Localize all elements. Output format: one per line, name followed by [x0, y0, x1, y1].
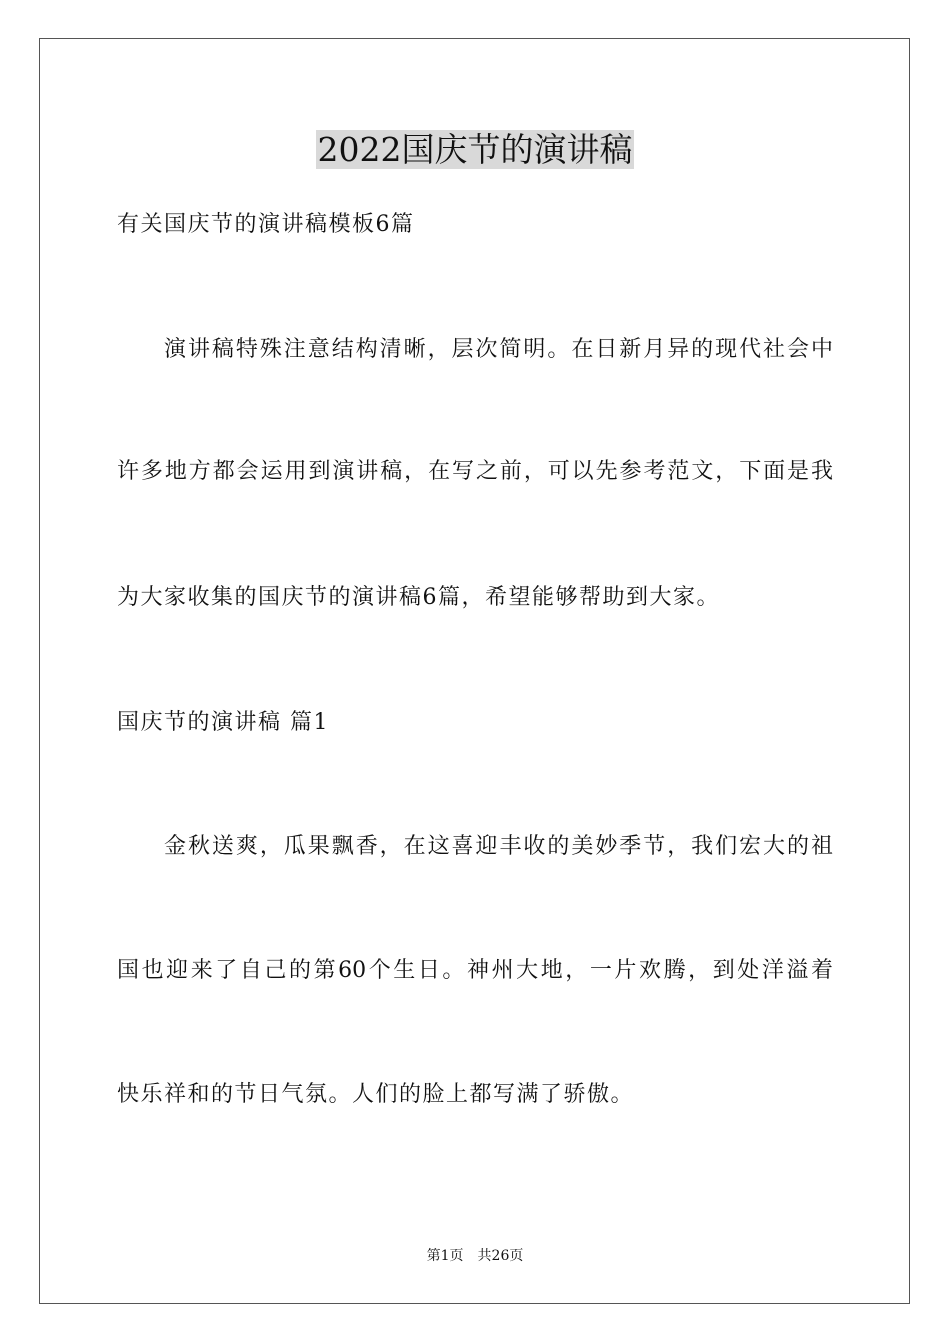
page-footer: 第1页 共26页: [426, 1248, 524, 1264]
paragraph-line: 金秋送爽，瓜果飘香，在这喜迎丰收的美妙季节，我们宏大的祖: [164, 834, 833, 859]
paragraph-line: 快乐祥和的节日气氛。人们的脸上都写满了骄傲。: [117, 1082, 635, 1107]
section-heading: 国庆节的演讲稿 篇1: [117, 710, 329, 735]
document-title: [0, 128, 950, 172]
document-title-text: 2022国庆节的演讲稿: [317, 130, 633, 169]
paragraph-line: 演讲稿特殊注意结构清晰，层次简明。在日新月异的现代社会中: [164, 337, 833, 362]
subtitle-line: 有关国庆节的演讲稿模板6篇: [117, 212, 415, 237]
paragraph-line: 许多地方都会运用到演讲稿，在写之前，可以先参考范文，下面是我: [117, 459, 833, 484]
paragraph-line: 为大家收集的国庆节的演讲稿6篇，希望能够帮助到大家。: [117, 585, 720, 610]
paragraph-line: 国也迎来了自己的第60个生日。神州大地，一片欢腾，到处洋溢着: [117, 958, 833, 983]
